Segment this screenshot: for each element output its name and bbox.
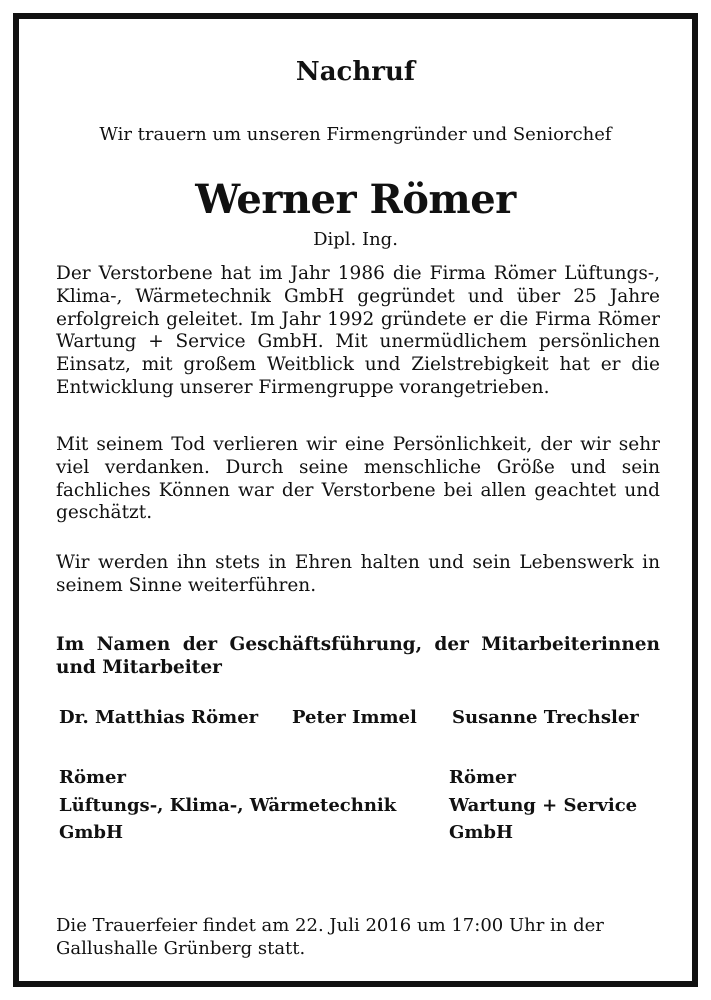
company-block-climate (59, 764, 396, 847)
company-line: GmbH (59, 822, 124, 843)
deceased-name: Werner Römer (195, 176, 516, 223)
signatory-name: Peter Immel (292, 707, 417, 728)
company-line: Lüftungs-, Klima-, Wärmetechnik (59, 794, 397, 816)
on-behalf-line: Im Namen der Geschäftsführung, der Mitarbeiterinnen und Mitarbeiter (56, 634, 660, 678)
deceased-title: Dipl. Ing. (313, 229, 398, 250)
obituary-heading: Nachruf (295, 57, 416, 87)
company-block-service (449, 764, 637, 847)
signatory-name: Susanne Trechsler (452, 707, 639, 728)
company-line: Wartung + Service (449, 794, 638, 816)
paragraph-tribute: Mit seinem Tod verlieren wir eine Persönlichkeit, der wir sehr viel verdanken. Durch seine menschliche Größe und sein fachliches Können war der Verstorbene bei allen geachtet und geschätzt. (56, 434, 660, 524)
funeral-ceremony-notice: Die Trauerfeier findet am 22. Juli 2016 um 17:00 Uhr in der Gallushalle Grünberg statt. (56, 915, 604, 959)
company-line: Römer (59, 767, 126, 788)
company-line: Römer (449, 767, 516, 788)
signatory-name: Dr. Matthias Römer (59, 707, 259, 728)
intro-line: Wir trauern um unseren Firmengründer und Seniorchef (99, 124, 612, 145)
company-line: GmbH (449, 822, 514, 843)
obituary-frame (13, 13, 698, 987)
paragraph-legacy: Wir werden ihn stets in Ehren halten und sein Lebenswerk in seinem Sinne weiterführen. (56, 552, 660, 596)
paragraph-biography: Der Verstorbene hat im Jahr 1986 die Firma Römer Lüftungs-, Klima-, Wärmetechnik GmbH gegründet und über 25 Jahre erfolgreich geleitet. Im Jahr 1992 gründete er die Firma Römer Wartung + Service GmbH. Mit unermüdlichem persönlichen Einsatz, mit großem Weitblick und Zielstrebigkeit hat er die Entwicklung unserer Firmengruppe vorangetrieben. (56, 263, 660, 398)
